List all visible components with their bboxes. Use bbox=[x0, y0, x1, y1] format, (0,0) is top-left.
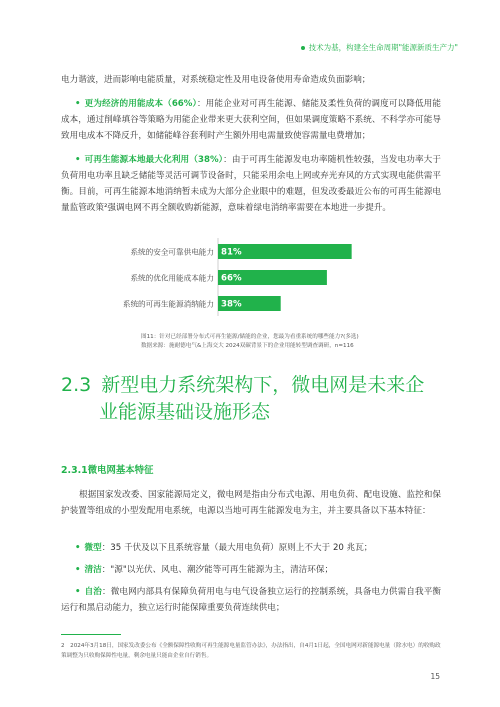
feature-body: ：35 千伏及以下且系统容量（最大用电负荷）原则上不大于 20 兆瓦； bbox=[101, 543, 373, 553]
feature-title: 自治 bbox=[84, 587, 102, 597]
caption-title: 图11：针对已经部署分布式可再生能源/储能的企业，您最为看重系统的哪些能力?(多选) bbox=[141, 334, 359, 340]
bullet-dot-icon: • bbox=[75, 543, 81, 553]
chart-value-label: 66% bbox=[221, 273, 242, 284]
section-heading bbox=[61, 372, 461, 426]
feature-clean bbox=[61, 562, 441, 578]
feature-body: ：微电网内部具有保障负荷用电与电气设备独立运行的控制系统，具备电力供需自我平衡运行和黑启动能力，独立运行时能保障重要负荷连续供电； bbox=[61, 587, 441, 613]
feature-body: ："源"以光伏、风电、潮汐能等可再生能源为主，清洁环保； bbox=[101, 565, 334, 575]
subsection-heading: 2.3.1微电网基本特征 bbox=[61, 465, 154, 476]
chart-value-label: 38% bbox=[221, 299, 242, 310]
feature-title: 清洁 bbox=[84, 565, 102, 575]
bullet-economy-title: 更为经济的用能成本（66%） bbox=[84, 99, 197, 109]
footnote: 2 2024年3月18日，国家发改委公布《全额保障性收购可再生能源电量监管办法》，办法指出，自4月1日起，全国电网对新能源电量（除水电）的收购政策调整为只收购保障性电量，剩余电量只能由企业自行销售。 bbox=[61, 643, 441, 659]
bullet-local-body: ：由于可再生能源发电功率随机性较强，当发电功率大于负荷用电功率且缺乏储能等灵活可调节设备时，只能采用余电上网或弃光弃风的方式实现电能供需平衡。目前，可再生能源本地消纳暂未成为大部分企业眼中的难题，但发改委最近公布的可再生能源电量监管政策²强调电网不再全额收购新能源，意味着绿电消纳率需要在本地进一步提升。 bbox=[61, 155, 441, 213]
definition-paragraph: 根据国家发改委、国家能源局定义，微电网是指由分布式电源、用电负荷、配电设施、监控和保护装置等组成的小型发配用电系统，电源以当地可再生能源发电为主，并主要具备以下基本特征： bbox=[61, 490, 441, 516]
feature-micro bbox=[61, 540, 441, 556]
header-text: 技术为基，构建全生命周期"能源新质生产力" bbox=[308, 43, 458, 52]
header-dot-icon bbox=[301, 46, 305, 50]
figure-caption bbox=[141, 333, 441, 351]
intro-paragraph: 电力谐波，进而影响电能质量，对系统稳定性及用电设备使用寿命造成负面影响； bbox=[61, 75, 371, 85]
footnote-divider bbox=[61, 634, 121, 635]
bullet-local-title: 可再生能源本地最大化利用（38%） bbox=[84, 155, 224, 165]
bullet-dot-icon: • bbox=[75, 99, 81, 109]
chart-category-label: 系统的安全可靠供电能力 bbox=[130, 247, 214, 257]
chart-category-label: 系统的优化用能成本能力 bbox=[130, 273, 214, 283]
running-header bbox=[301, 42, 458, 53]
capability-bar-chart bbox=[90, 236, 400, 328]
chart-value-label: 81% bbox=[221, 247, 242, 258]
feature-autonomous bbox=[61, 584, 441, 616]
bullet-economy-body: ：用能企业对可再生能源、储能及柔性负荷的调度可以降低用能成本，通过削峰填谷等策略为用能企业带来更大获利空间，但如果调度策略不系统、不科学亦可能导致用电成本不降反升，如储能峰谷套利时产生额外用电需量致使容需量电费增加； bbox=[61, 99, 441, 141]
feature-title: 微型 bbox=[84, 543, 102, 553]
chart-category-label: 系统的可再生能源消纳能力 bbox=[122, 299, 214, 309]
page-number: 15 bbox=[430, 672, 440, 681]
bullet-dot-icon: • bbox=[75, 155, 81, 165]
caption-source: 数据来源：施耐德电气&上海交大 2024双碳背景下的企业用能转型调查调研，n=116 bbox=[141, 343, 354, 349]
section-number: 2.3 bbox=[61, 374, 92, 396]
chart-svg bbox=[90, 236, 400, 328]
bullet-economy bbox=[61, 96, 441, 144]
bullet-dot-icon: • bbox=[75, 565, 81, 575]
section-title-line2: 业能源基础设施形态 bbox=[99, 401, 271, 423]
section-title-line1: 新型电力系统架构下，微电网是未来企 bbox=[101, 374, 425, 396]
bullet-dot-icon: • bbox=[75, 587, 81, 597]
bullet-local bbox=[61, 152, 441, 216]
